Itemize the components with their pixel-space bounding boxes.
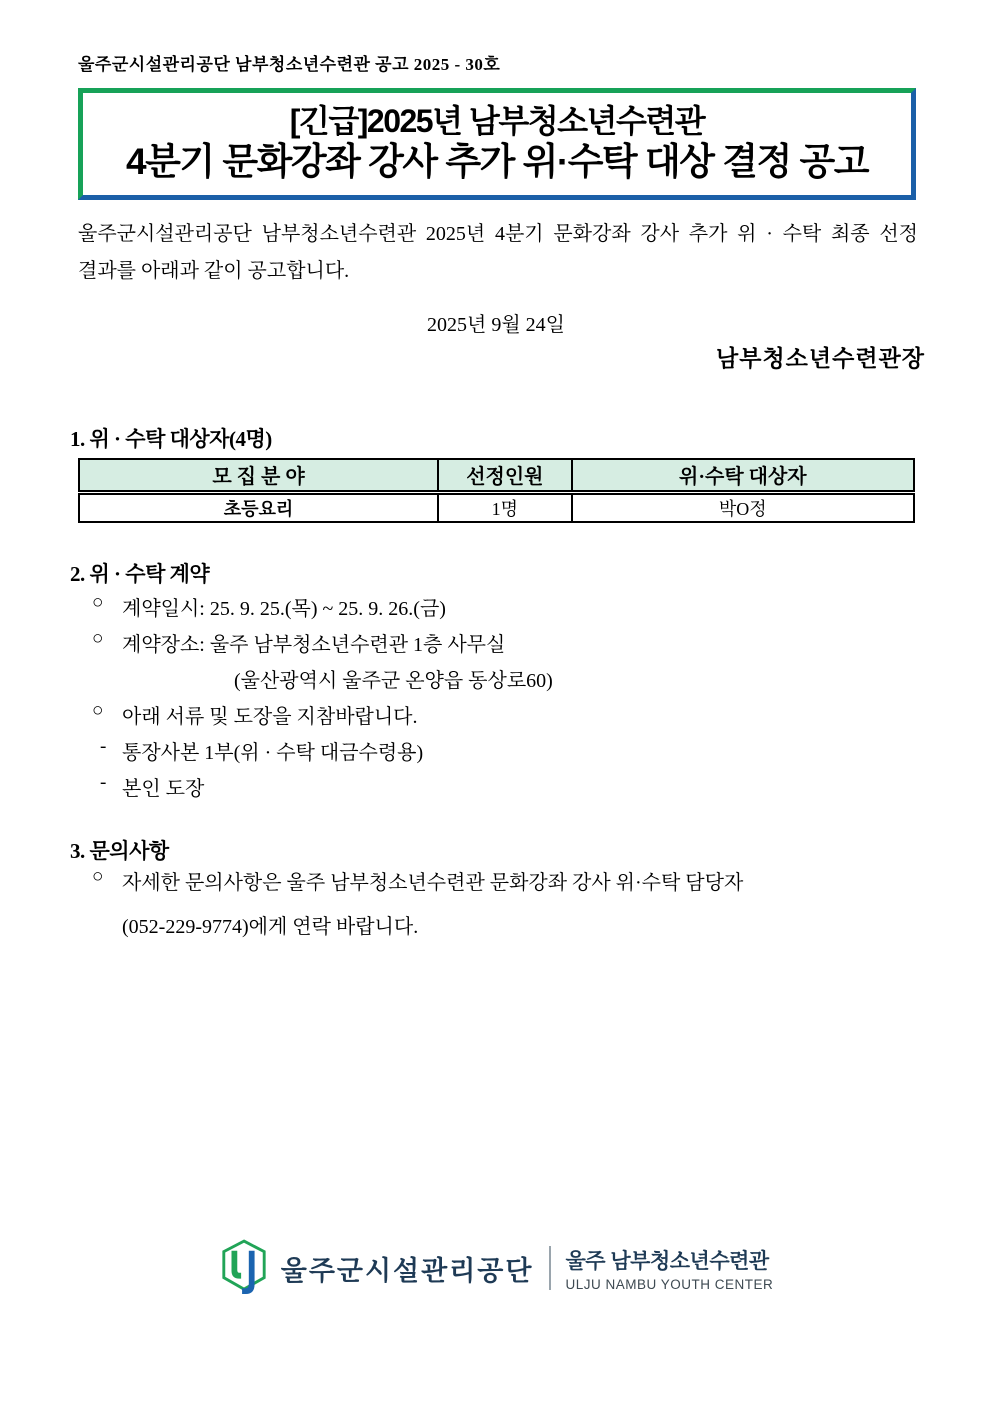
cell-count: 1명: [438, 492, 572, 522]
list-item: [92, 866, 952, 902]
footer-org-name: 울주군시설관리공단: [280, 1255, 534, 1286]
announcement-date: 2025년 9월 24일: [427, 314, 565, 336]
table-header-count: 선정인원: [438, 459, 572, 492]
footer-logo: [0, 1238, 992, 1298]
list-item-text: (울산광역시 울주군 온양읍 동상로60): [234, 670, 553, 692]
circle-bullet-icon: ○: [92, 628, 104, 649]
list-item: [92, 700, 922, 736]
circle-bullet-icon: ○: [92, 866, 104, 887]
section3-body: [92, 866, 952, 939]
footer-center-name-ko: 울주 남부청소년수련관: [565, 1249, 769, 1273]
title-line-2: 4분기 문화강좌 강사 추가 위·수탁 대상 결정 공고: [126, 141, 868, 182]
list-item: [92, 628, 922, 664]
signature: 남부청소년수련관장: [716, 346, 925, 371]
list-item-text: 계약장소: 울주 남부청소년수련관 1층 사무실: [122, 634, 506, 656]
list-item: [92, 592, 922, 628]
list-item: [92, 736, 922, 772]
table-header-row: [79, 459, 914, 492]
circle-bullet-icon: ○: [92, 700, 104, 721]
document-number: 울주군시설관리공단 남부청소년수련관 공고 2025 - 30호: [78, 55, 501, 74]
footer-divider: [549, 1246, 551, 1290]
footer-center-name-en: ULJU NAMBU YOUTH CENTER: [565, 1276, 774, 1292]
contact-line-1: 자세한 문의사항은 울주 남부청소년수련관 문화강좌 강사 위·수탁 담당자: [122, 872, 744, 894]
table-header-person: 위·수탁 대상자: [572, 459, 914, 492]
section1-heading: 1. 위 · 수탁 대상자(4명): [70, 427, 272, 451]
cell-field: 초등요리: [79, 492, 438, 522]
title-line-1: [긴급]2025년 남부청소년수련관: [289, 103, 705, 139]
intro-paragraph: 울주군시설관리공단 남부청소년수련관 2025년 4분기 문화강좌 강사 추가 위 · 수탁 최종 선정 결과를 아래과 같이 공고합니다.: [78, 223, 918, 282]
list-item: [92, 664, 922, 700]
list-item-text: 통장사본 1부(위 · 수탁 대금수령용): [122, 742, 424, 764]
circle-bullet-icon: ○: [92, 592, 104, 613]
list-item-text: 아래 서류 및 도장을 지참바랍니다.: [122, 706, 418, 728]
dash-bullet-icon: -: [100, 736, 107, 757]
contact-line-2: (052-229-9774)에게 연락 바랍니다.: [122, 916, 419, 938]
uj-shield-logo-icon: [219, 1238, 269, 1298]
section2-heading: 2. 위 · 수탁 계약: [70, 562, 210, 586]
title-box: [78, 88, 916, 200]
section3-heading: 3. 문의사항: [70, 839, 169, 863]
list-item: [92, 772, 922, 808]
list-item-text: 본인 도장: [122, 778, 205, 800]
table-row: [79, 492, 914, 522]
selection-table: [78, 458, 915, 523]
dash-bullet-icon: -: [100, 772, 107, 793]
list-item-text: 계약일시: 25. 9. 25.(목) ~ 25. 9. 26.(금): [122, 598, 446, 620]
table-header-field: 모 집 분 야: [79, 459, 438, 492]
cell-person: 박O정: [572, 492, 914, 522]
section2-list: [92, 592, 922, 808]
